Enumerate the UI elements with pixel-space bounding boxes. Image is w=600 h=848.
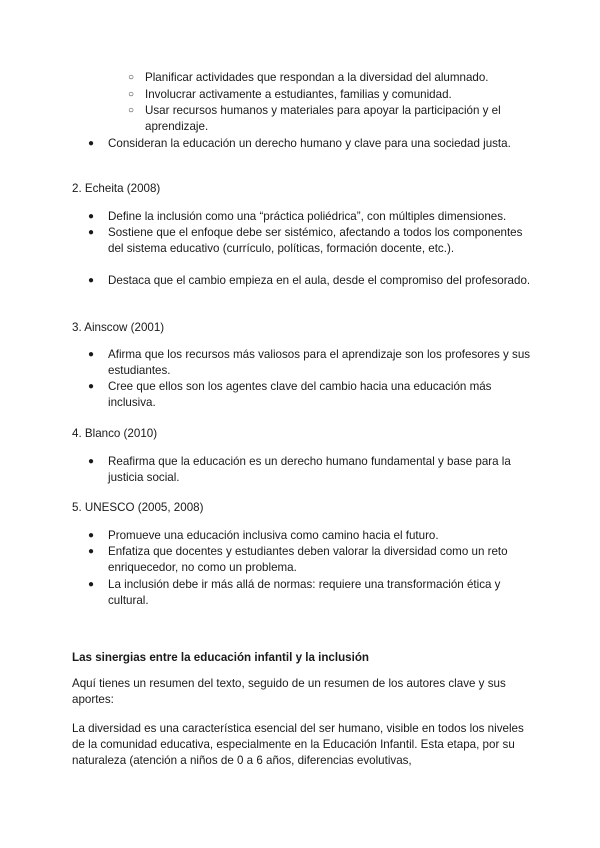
list-item xyxy=(90,528,540,544)
section-heading: 5. UNESCO (2005, 2008) xyxy=(72,501,204,514)
list-item-text: Define la inclusión como una “práctica poliédrica”, con múltiples dimensiones. xyxy=(108,210,507,223)
body-paragraph: La diversidad es una característica esencial del ser humano, visible en todos los niveles de la comunidad educativa, especialmente en la Educación Infantil. Esta etapa, por su naturaleza (atención a niños de 0 a 6 años, diferencias evolutivas, xyxy=(72,722,524,767)
section-heading: 4. Blanco (2010) xyxy=(72,427,158,440)
list-item-text: Usar recursos humanos y materiales para apoyar la participación y el aprendizaje. xyxy=(145,104,501,133)
list-item-text: Reafirma que la educación es un derecho humano fundamental y base para la justicia social. xyxy=(108,455,511,484)
circle-bullet-icon: ○ xyxy=(128,72,135,83)
disc-bullet-icon: ● xyxy=(88,138,95,149)
list-item xyxy=(90,544,540,576)
disc-bullet-icon: ● xyxy=(88,530,95,541)
intro-paragraph: Aquí tienes un resumen del texto, seguido de un resumen de los autores clave y sus aportes: xyxy=(72,677,506,706)
list-item-text: Destaca que el cambio empieza en el aula, desde el compromiso del profesorado. xyxy=(108,274,531,287)
disc-bullet-icon: ● xyxy=(88,211,95,222)
list-item-text: Involucrar activamente a estudiantes, familias y comunidad. xyxy=(145,88,452,101)
list-item xyxy=(90,454,540,486)
list-item-text: Planificar actividades que respondan a la diversidad del alumnado. xyxy=(145,71,489,84)
disc-bullet-icon: ● xyxy=(88,579,95,590)
list-item xyxy=(90,273,540,289)
list-item xyxy=(90,379,540,411)
list-item-text: Sostiene que el enfoque debe ser sistémico, afectando a todos los componentes del sistema educativo (currículo, políticas, formación docente, etc.). xyxy=(108,226,523,255)
list-item xyxy=(128,70,528,86)
list-item xyxy=(128,103,528,135)
list-item xyxy=(90,225,540,257)
document-title: Las sinergias entre la educación infantil y la inclusión xyxy=(72,651,370,664)
list-item xyxy=(90,347,540,379)
list-item-text: Promueve una educación inclusiva como camino hacia el futuro. xyxy=(108,529,439,542)
disc-bullet-icon: ● xyxy=(88,381,95,392)
disc-bullet-icon: ● xyxy=(88,349,95,360)
list-item xyxy=(128,87,528,103)
circle-bullet-icon: ○ xyxy=(128,105,135,116)
disc-bullet-icon: ● xyxy=(88,227,95,238)
list-item-text: Afirma que los recursos más valiosos para el aprendizaje son los profesores y sus estudiantes. xyxy=(108,348,531,377)
disc-bullet-icon: ● xyxy=(88,275,95,286)
list-item-text: Enfatiza que docentes y estudiantes deben valorar la diversidad como un reto enriquecedor, no como un problema. xyxy=(108,545,508,574)
list-item xyxy=(90,209,540,225)
list-item-text: La inclusión debe ir más allá de normas: requiere una transformación ética y cultural. xyxy=(108,578,501,607)
list-item xyxy=(90,136,540,152)
list-item xyxy=(90,577,540,609)
section-heading: 3. Ainscow (2001) xyxy=(72,321,165,334)
circle-bullet-icon: ○ xyxy=(128,89,135,100)
list-item-text: Consideran la educación un derecho humano y clave para una sociedad justa. xyxy=(108,137,511,150)
disc-bullet-icon: ● xyxy=(88,546,95,557)
section-heading: 2. Echeita (2008) xyxy=(72,182,161,195)
disc-bullet-icon: ● xyxy=(88,456,95,467)
list-item-text: Cree que ellos son los agentes clave del cambio hacia una educación más inclusiva. xyxy=(108,380,492,409)
